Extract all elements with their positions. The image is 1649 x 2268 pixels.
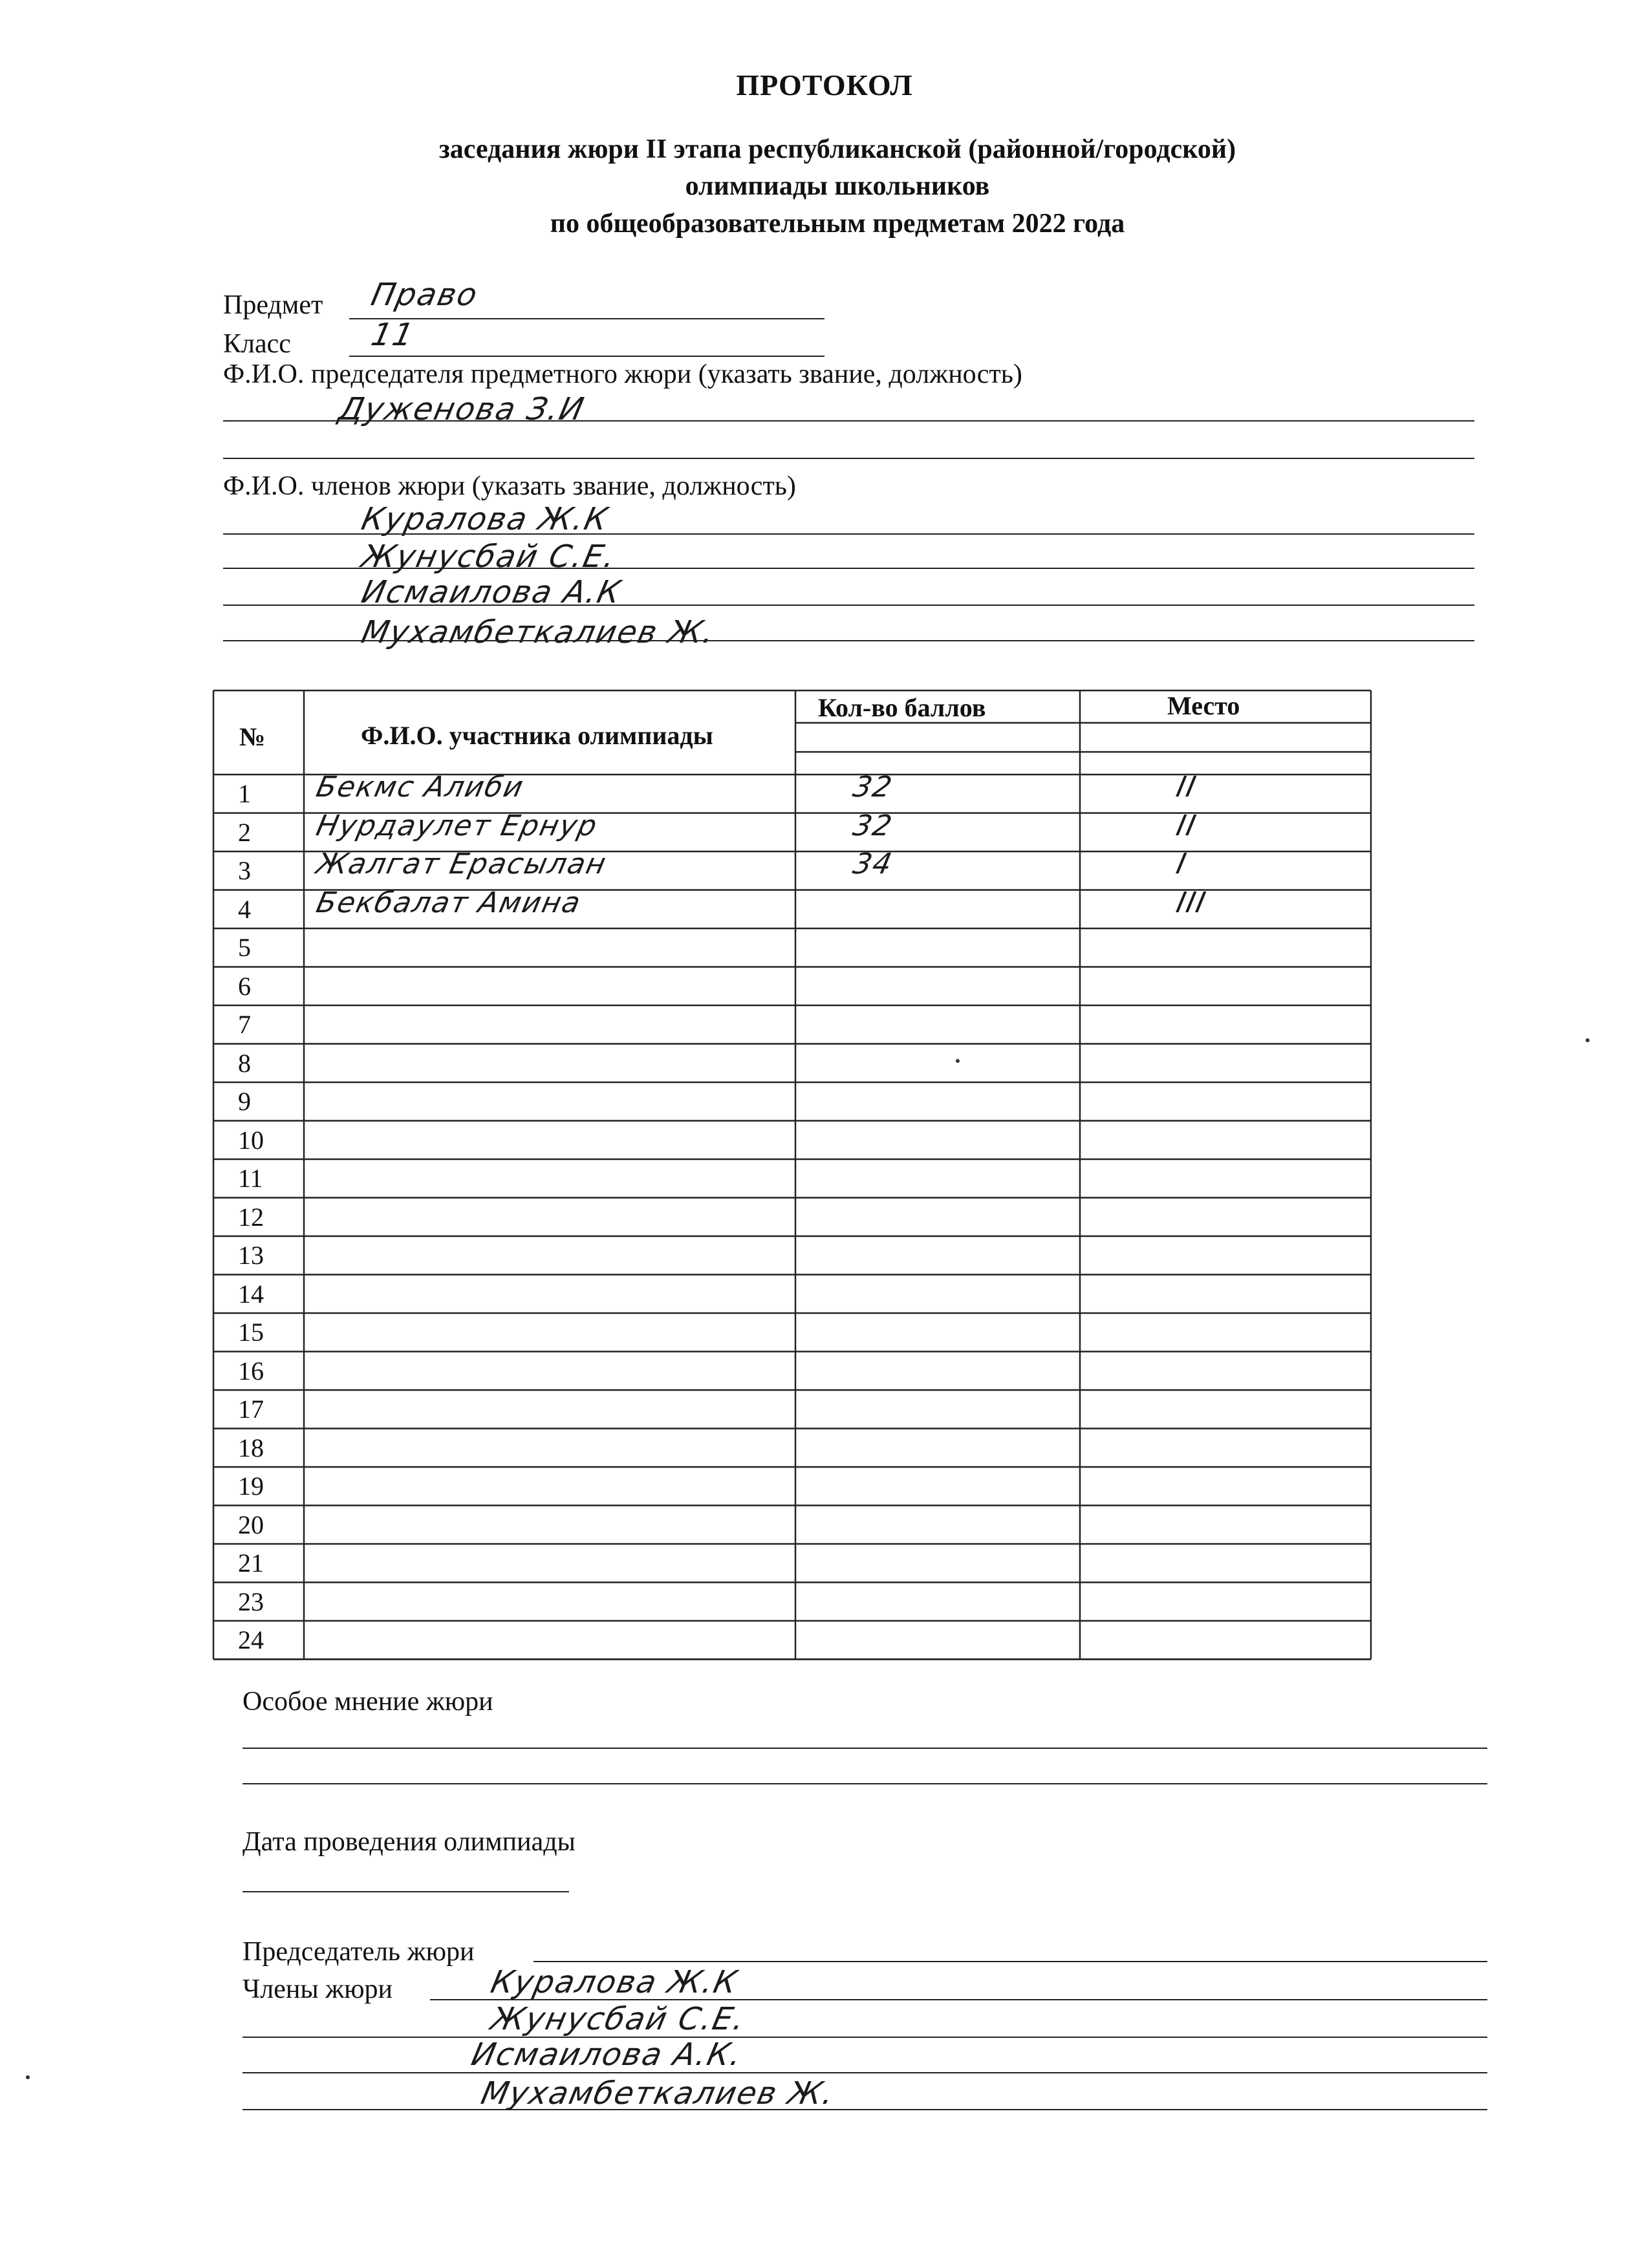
table-row xyxy=(213,1159,1371,1198)
footer-member-sign-1: Куралова Ж.К xyxy=(488,1964,742,2000)
class-underline xyxy=(349,356,824,357)
members-line-4 xyxy=(223,640,1474,641)
table-row xyxy=(213,809,1371,852)
scan-speck xyxy=(956,1059,960,1063)
header-score: Кол-во баллов xyxy=(818,693,986,722)
opinion-line-2 xyxy=(242,1783,1487,1784)
subtitle-line-2: олимпиады школьников xyxy=(685,171,990,201)
participant-score: 32 xyxy=(850,771,896,804)
class-label: Класс xyxy=(223,329,291,359)
row-number: 24 xyxy=(238,1625,264,1654)
header-no: № xyxy=(239,722,266,751)
table-row xyxy=(213,1390,1371,1429)
table-row xyxy=(213,967,1371,1006)
scan-speck xyxy=(1586,1038,1590,1042)
table-row xyxy=(213,1236,1371,1275)
class-value: 11 xyxy=(368,317,418,353)
chair-line-2 xyxy=(223,458,1474,459)
members-line-1 xyxy=(223,533,1474,535)
members-line-2 xyxy=(223,568,1474,569)
participant-name: Нурдаулет Ернур xyxy=(313,809,601,842)
table-row xyxy=(213,1082,1371,1121)
row-number: 3 xyxy=(238,856,251,885)
table-row xyxy=(213,771,1371,813)
table-row xyxy=(213,1313,1371,1352)
subtitle-line-3: по общеобразовательным предметам 2022 года xyxy=(550,209,1125,239)
opinion-label: Особое мнение жюри xyxy=(242,1687,493,1717)
footer-member-sign-4: Мухамбеткалиев Ж. xyxy=(478,2075,839,2112)
row-number: 9 xyxy=(238,1087,251,1116)
subtitle-line-1: заседания жюри II этапа республиканской (районной/городской) xyxy=(438,134,1236,164)
table-row xyxy=(213,1429,1371,1468)
participant-name: Бекмс Алиби xyxy=(313,771,528,804)
member-value-1: Куралова Ж.К xyxy=(358,501,612,537)
chair-label: Ф.И.О. председателя предметного жюри (указать звание, должность) xyxy=(223,359,1022,389)
table-row xyxy=(213,1467,1371,1506)
row-number: 19 xyxy=(238,1471,264,1501)
table-row xyxy=(213,1583,1371,1621)
table-row xyxy=(213,848,1371,890)
row-number: 8 xyxy=(238,1048,251,1078)
row-number: 15 xyxy=(238,1318,264,1347)
header-place: Место xyxy=(1167,691,1240,720)
page-title: ПРОТОКОЛ xyxy=(736,69,913,102)
member-value-3: Исмаилова А.К xyxy=(358,574,625,610)
participant-name: Жалгат Ерасылан xyxy=(313,848,610,881)
member-value-2: Жунусбай С.Е. xyxy=(358,539,620,575)
participant-place: I xyxy=(1173,848,1191,881)
table-row xyxy=(213,1544,1371,1583)
table-row xyxy=(213,1121,1371,1160)
footer-members-line-3 xyxy=(242,2072,1487,2073)
table-row xyxy=(213,1044,1371,1083)
footer-chair-label: Председатель жюри xyxy=(242,1937,475,1967)
table-row xyxy=(213,1352,1371,1391)
footer-member-sign-2: Жунусбай С.Е. xyxy=(488,2001,749,2037)
header-name: Ф.И.О. участника олимпиады xyxy=(361,721,713,750)
footer-members-line-4 xyxy=(242,2109,1487,2110)
row-number: 16 xyxy=(238,1356,264,1385)
table-row xyxy=(213,1275,1371,1314)
row-number: 2 xyxy=(238,817,251,847)
date-line xyxy=(242,1891,569,1892)
participant-place: II xyxy=(1173,771,1200,804)
members-label: Ф.И.О. членов жюри (указать звание, должность) xyxy=(223,471,796,501)
row-number: 7 xyxy=(238,1010,251,1039)
footer-members-line-2 xyxy=(242,2037,1487,2038)
chair-value: Дуженова З.И xyxy=(336,391,588,427)
scan-speck xyxy=(26,2075,30,2079)
participants-table xyxy=(213,690,1371,1660)
row-number: 10 xyxy=(238,1125,264,1155)
participant-score: 32 xyxy=(850,809,896,842)
footer-member-sign-3: Исмаилова А.К. xyxy=(468,2037,746,2073)
row-number: 5 xyxy=(238,933,251,962)
participant-place: III xyxy=(1173,886,1210,919)
row-number: 17 xyxy=(238,1395,264,1424)
participant-score: 34 xyxy=(850,848,896,881)
row-number: 23 xyxy=(238,1587,264,1616)
subject-label: Предмет xyxy=(223,290,323,320)
table-row xyxy=(213,1198,1371,1237)
opinion-line-1 xyxy=(242,1748,1487,1749)
participant-place: II xyxy=(1173,809,1200,842)
row-number: 12 xyxy=(238,1202,264,1232)
date-label: Дата проведения олимпиады xyxy=(242,1827,576,1857)
row-number: 18 xyxy=(238,1433,264,1462)
row-number: 4 xyxy=(238,894,251,924)
members-line-3 xyxy=(223,604,1474,606)
table-row xyxy=(213,1506,1371,1545)
row-number: 1 xyxy=(238,779,251,808)
table-row xyxy=(213,886,1371,929)
row-number: 14 xyxy=(238,1279,264,1309)
footer-members-label: Члены жюри xyxy=(242,1974,393,2004)
row-number: 20 xyxy=(238,1510,264,1539)
row-number: 21 xyxy=(238,1548,264,1578)
chair-line-1 xyxy=(223,420,1474,422)
footer-members-line-1 xyxy=(430,1999,1487,2000)
subject-value: Право xyxy=(368,277,482,313)
subject-underline xyxy=(349,318,824,319)
footer-chair-line xyxy=(534,1961,1487,1962)
row-number: 13 xyxy=(238,1241,264,1270)
participant-name: Бекбалат Амина xyxy=(313,886,585,919)
table-row xyxy=(213,928,1371,967)
table-row xyxy=(213,1005,1371,1044)
member-value-4: Мухамбеткалиев Ж. xyxy=(358,614,719,650)
row-number: 11 xyxy=(238,1164,263,1193)
row-number: 6 xyxy=(238,971,251,1001)
table-row xyxy=(213,1621,1371,1660)
